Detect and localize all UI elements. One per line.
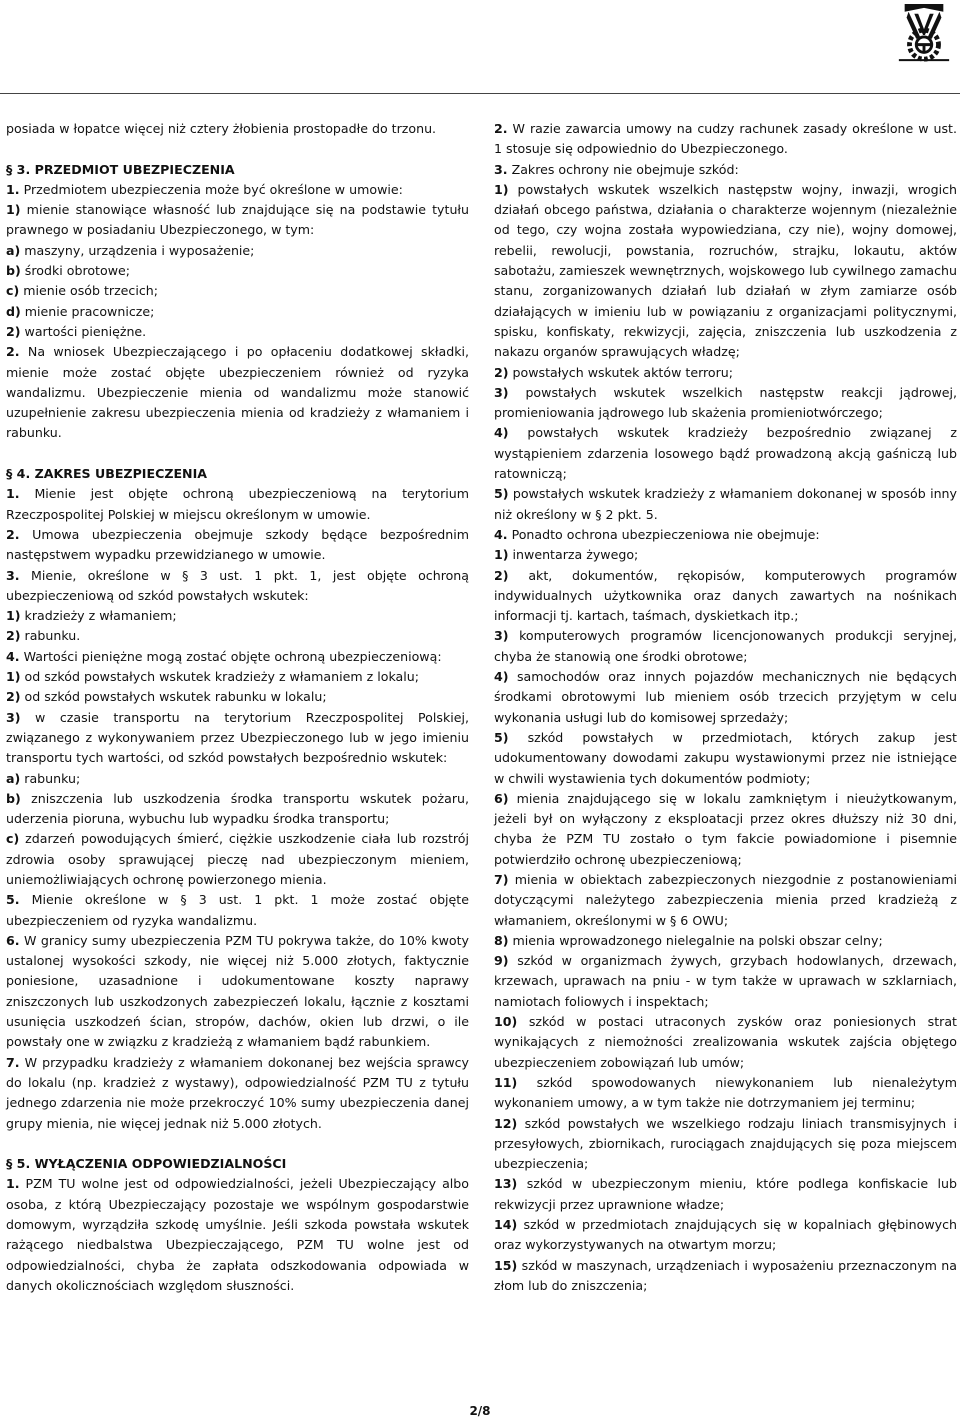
paragraph [494,160,957,180]
item-text: mienie stanowiące własność lub znajdujące się na podstawie tytułu prawnego w posiadaniu Ubezpieczonego, w tym: [6,202,469,238]
item-text: szkód w maszynach, urządzeniach i wyposażeniu przeznaczonym na złom lub do zniszczenia; [494,1257,957,1293]
item-number: 1) [6,608,21,624]
item-number: 4) [494,669,509,685]
paragraph [6,647,469,667]
paragraph [6,667,469,687]
item-text: szkód spowodowanych niewykonaniem lub nienależytym wykonaniem umowy, a w tym także nie dotrzymaniem jej terminu; [494,1074,957,1111]
item-number: 5) [494,486,509,502]
item-text: powstałych wskutek aktów terroru; [508,364,734,380]
item-number: 1. [6,181,20,197]
section-heading: § 5. WYŁĄCZENIA ODPOWIEDZIALNOŚCI [6,1156,287,1172]
left-column [6,119,469,1296]
item-text: Na wniosek Ubezpieczającego i po opłaceniu dodatkowej składki, mienie może zostać objęte ubezpieczeniem również od ryzyka wandalizmu. Ubezpieczenie mienia od wandalizmu może stanowić uzupełnienie zakresu ubezpieczenia mienia od kradzieży z włamaniem i rabunku. [6,344,469,441]
paragraph [6,1053,469,1134]
item-number: 1) [494,547,509,563]
paragraph [494,789,957,870]
paragraph [6,200,469,241]
item-text: PZM TU wolne jest od odpowiedzialności, jeżeli Ubezpieczający albo osoba, z którą Ubezpieczający pozostaje we wspólnym gospodarstwie domowym, wyrządziła szkodę umyślnie. Jeśli szkoda powstała wskutek rażącego niedbalstwa Ubezpieczającego, PZM TU wolne jest od odpowiedzialności, chyba że zapłata odszkodowania odpowiada w danych okolicznościach względom słuszności. [6,1176,469,1293]
paragraph [6,525,469,566]
item-number: 2. [6,526,20,542]
item-number: 6) [494,790,509,806]
paragraph [494,931,957,951]
item-text: powstałych wskutek kradzieży z włamaniem dokonanej w sposób inny niż określony w § 2 pkt. 5. [494,486,957,522]
item-text: zniszczenia lub uszkodzenia środka transportu wskutek pożaru, uderzenia pioruna, wybuchu lub wypadku środka transportu; [6,790,469,827]
paragraph [6,302,469,322]
item-number: 5) [494,729,509,745]
item-text: mienie osób trzecich; [19,283,158,299]
paragraph [494,951,957,1012]
paragraph [6,281,469,301]
paragraph [6,829,469,890]
item-number: 4. [6,648,20,664]
item-text: maszyny, urządzenia i wyposażenie; [20,242,255,258]
item-number: 2. [6,344,20,360]
item-text: od szkód powstałych wskutek kradzieży z włamaniem z lokalu; [20,669,419,685]
paragraph [6,566,469,607]
item-text: W razie zawarcia umowy na cudzy rachunek zasady określone w ust. 1 stosuje się odpowiednio do Ubezpieczonego. [494,121,957,157]
item-text: Mienie określone w § 3 ust. 1 pkt. 1 może zostać objęte ubezpieczeniem od ryzyka wandalizmu. [6,892,469,928]
paragraph [6,119,469,139]
paragraph [6,1174,469,1296]
section-heading: § 4. ZAKRES UBEZPIECZENIA [6,466,208,482]
right-column [494,119,957,1296]
paragraph [6,931,469,1053]
item-number: 3) [6,709,21,725]
item-number: 2) [6,323,21,339]
item-number: 1) [494,181,509,197]
item-text: mienia w obiektach zabezpieczonych niezgodnie z postanowieniami dotyczącymi należytego zabezpieczenia mienia przed kradzieżą z włamaniem, określonymi w § 6 OWU; [494,871,957,928]
item-number: 3. [494,161,508,177]
paragraph [494,728,957,789]
paragraph [494,545,957,565]
paragraph [6,261,469,281]
page-number: 2/8 [469,1404,491,1418]
item-number: 8) [494,932,509,948]
item-text: mienie pracownicze; [20,303,155,319]
paragraph [6,890,469,931]
item-number: d) [6,303,21,319]
item-text: mienia wprowadzonego nielegalnie na polski obszar celny; [508,932,883,948]
paragraph [494,119,957,160]
paragraph [6,687,469,707]
paragraph [6,626,469,646]
item-text: mienia znajdującego się w lokalu zamkniętym i nieużytkowanym, jeżeli był on wyłączony z eksploatacji przez okres dłuższy niż 30 dni, chyba że PZM TU zostało o tym fakcie powiadomione i pisemnie potwierdziło ochronę ubezpieczeniową; [494,790,957,867]
item-text: samochodów oraz innych pojazdów mechanicznych nie będących środkami obrotowymi lub mieniem osób trzecich przyjętym w celu wykonania usługi lub do komisowej sprzedaży; [494,669,957,725]
item-text: Wartości pieniężne mogą zostać objęte ochroną ubezpieczeniową: [19,648,442,664]
item-number: 2) [6,689,21,705]
paragraph [494,1256,957,1297]
item-number: c) [6,831,20,847]
item-text: posiada w łopatce więcej niż cztery żłobienia prostopadłe do trzonu. [6,121,437,136]
paragraph [494,383,957,424]
item-number: 13) [494,1176,518,1192]
item-text: Ponadto ochrona ubezpieczeniowa nie obejmuje: [507,526,820,542]
paragraph [494,1174,957,1215]
item-text: szkód w postaci utraconych zysków oraz poniesionych strat wynikających z niemożności zrealizowania wskutek zajścia objętego ubezpieczeniem zobowiązań lub umów; [494,1014,957,1070]
paragraph [6,484,469,525]
paragraph [494,1012,957,1073]
paragraph [494,870,957,931]
item-text: komputerowych programów licencjonowanych produkcji seryjnej, chyba że stanowią one środki obrotowe; [494,628,957,664]
item-number: 3) [494,384,509,400]
item-number: 9) [494,953,509,969]
item-number: b) [6,263,21,279]
item-text: powstałych wskutek kradzieży bezpośrednio związanej z wystąpieniem zdarzenia losowego bądź prowadzoną akcją gaśniczą lub ratowniczą; [494,425,957,482]
item-text: szkód powstałych w przedmiotach, których zakup jest udokumentowany dowodami zakupu wystawionymi przez nie istniejące w chwili wystawienia tych dokumentów podmioty; [494,729,957,786]
paragraph [6,606,469,626]
item-number: 2. [494,121,508,136]
item-text: szkód w organizmach żywych, grzybach hodowlanych, drzewach, krzewach, uprawach na pniu - w tym także w uprawach w szklarniach, namiotach foliowych i inspektach; [494,953,957,1009]
item-number: 1) [6,202,21,218]
paragraph [6,241,469,261]
paragraph [6,342,469,443]
item-text: Przedmiotem ubezpieczenia może być określone w umowie: [19,181,403,197]
item-number: 7. [6,1054,20,1070]
item-number: 2) [494,364,509,380]
paragraph [6,789,469,830]
item-number: a) [6,770,21,786]
header-rule [0,93,960,94]
paragraph [6,180,469,200]
item-number: 14) [494,1217,518,1233]
item-number: 2) [494,567,509,583]
paragraph [494,1215,957,1256]
item-text: Mienie jest objęte ochroną ubezpieczeniową na terytorium Rzeczpospolitej Polskiej w miejscu określonym w umowie. [6,486,469,522]
item-number: 5. [6,892,20,908]
item-text: W granicy sumy ubezpieczenia PZM TU pokrywa także, do 10% kwoty ustalonej wysokości szkody, nie więcej niż 5.000 złotych, faktycznie poniesione, uzasadnione i udokumentowane koszty naprawy zniszczonych lub uszkodzonych zabezpieczeń lokalu, łącznie z kosztami usunięcia uszkodzeń ścian, stropów, dachów, okien lub drzwi, o ile powstały one w związku z kradzieżą z włamaniem bądź rabunkiem. [6,932,469,1050]
item-number: 4. [494,526,508,542]
item-number: 6. [6,932,20,948]
paragraph [6,708,469,769]
item-number: 11) [494,1074,518,1090]
item-text: Mienie, określone w § 3 ust. 1 pkt. 1, jest objęte ochroną ubezpieczeniową od szkód powstałych wskutek: [6,567,469,603]
item-number: 10) [494,1014,518,1030]
item-text: akt, dokumentów, rękopisów, komputerowych programów indywidualnych użytkownika oraz danych zawartych na nośnikach informacji tj. kartach, taśmach, dyskietkach itp.; [494,567,957,624]
item-text: środki obrotowe; [20,263,130,279]
pzm-tu-emblem-icon [895,2,953,66]
paragraph [494,363,957,383]
item-text: szkód powstałych we wszelkiego rodzaju liniach transmisyjnych i przesyłowych, zbiornikach, rurociągach znajdujących się poza miejscem ubezpieczenia; [494,1115,957,1172]
item-text: Zakres ochrony nie obejmuje szkód: [507,161,739,177]
item-number: 4) [494,425,509,441]
item-text: kradzieży z włamaniem; [20,608,177,624]
item-text: Umowa ubezpieczenia obejmuje szkody będące bezpośrednim następstwem wypadku przewidzianego w umowie. [6,526,469,563]
item-text: szkód w przedmiotach znajdujących się w kopalniach głębinowych oraz wykorzystywanych na otwartym morzu; [494,1217,957,1253]
item-number: c) [6,283,20,299]
paragraph [494,180,957,363]
item-number: a) [6,242,21,258]
item-text: szkód w ubezpieczonym mieniu, które podlega konfiskacie lub rekwizycji przez uprawnione władze; [494,1176,957,1212]
item-number: 2) [6,628,21,644]
item-number: 1. [6,1176,20,1192]
item-number: 1) [6,669,21,685]
item-text: rabunku. [20,628,81,644]
paragraph [494,626,957,667]
item-text: powstałych wskutek wszelkich następstw wojny, inwazji, wrogich działań obcego państwa, działania o charakterze wojennym (niezależnie od tego, czy wojna została wypowiedziana, czy nie), wojny domowej, rebelii, rewolucji, powstania, rozruchów, strajku, lokautu, aktów sabotażu, zamieszek wewnętrznych, wojskowego lub cywilnego zamachu stanu, zorganizowanych działań lub działań w złym zamiarze osób działających w imieniu lub w powiązaniu z organizacjami politycznymi, spisku, konfiskaty, rekwizycji, zajęcia, zniszczenia lub uszkodzenia z nakazu organów sprawujących władzę; [494,181,957,360]
paragraph [494,1114,957,1175]
item-number: 12) [494,1115,518,1131]
paragraph [6,769,469,789]
paragraph [494,1073,957,1114]
item-number: 3) [494,628,509,644]
paragraph [494,566,957,627]
paragraph [6,322,469,342]
item-text: powstałych wskutek wszelkich następstw reakcji jądrowej, promieniowania jądrowego lub skażenia promieniotwórczego; [494,384,957,421]
item-text: w czasie transportu na terytorium Rzeczpospolitej Polskiej, związanego z wykonywaniem przez Ubezpieczonego lub w jego imieniu transportu tych wartości, od szkód powstałych bezpośrednio wskutek: [6,709,469,766]
item-text: wartości pieniężne. [20,323,147,339]
item-text: rabunku; [20,770,81,786]
paragraph [494,667,957,728]
item-number: 3. [6,567,20,583]
item-number: b) [6,790,21,806]
item-number: 1. [6,486,20,502]
item-text: W przypadku kradzieży z włamaniem dokonanej bez wejścia sprawcy do lokalu (np. kradzież z wystawy), odpowiedzialność PZM TU z tytułu jednego zdarzenia nie może przekroczyć 10% sumy ubezpieczenia danej grupy mienia, nie więcej jednak niż 5.000 złotych. [6,1054,469,1131]
paragraph [494,525,957,545]
paragraph [494,423,957,484]
section-heading: § 3. PRZEDMIOT UBEZPIECZENIA [6,161,235,177]
paragraph [494,484,957,525]
item-number: 7) [494,871,509,887]
item-text: zdarzeń powodujących śmierć, ciężkie uszkodzenie ciała lub rozstrój zdrowia osoby sprawującej pieczę nad ubezpieczonym mieniem, uniemożliwiających ochronę powierzonego mienia. [6,831,469,887]
item-number: 15) [494,1257,518,1273]
item-text: inwentarza żywego; [508,547,639,563]
item-text: od szkód powstałych wskutek rabunku w lokalu; [20,689,327,705]
